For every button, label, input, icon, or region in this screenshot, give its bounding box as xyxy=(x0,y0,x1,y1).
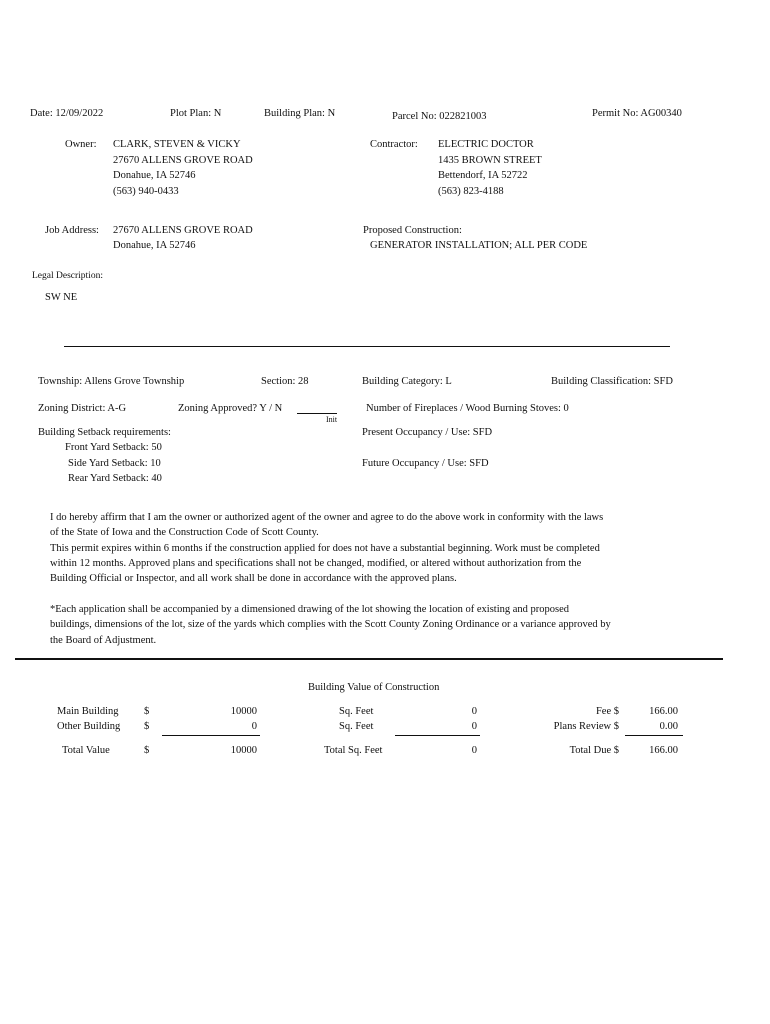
sqft-label: Sq. Feet xyxy=(339,706,374,717)
legal-description-label: Legal Description: xyxy=(32,271,103,281)
other-building-value: 0 xyxy=(251,721,257,732)
rear-yard-setback: Rear Yard Setback: 40 xyxy=(68,473,162,484)
permit-number: Permit No: AG00340 xyxy=(592,108,682,119)
currency-symbol: $ xyxy=(144,745,150,756)
fee-amount: 166.00 xyxy=(649,706,678,717)
plans-review-label: Plans Review $ xyxy=(553,721,619,732)
requirement-line: buildings, dimensions of the lot, size of the yards which complies with the Scott County Zoning Ordinance or a variance approved by xyxy=(50,619,611,631)
affirmation-line: within 12 months. Approved plans and specifications shall not be changed, modified, or altered without authorization from the xyxy=(50,557,582,569)
affirmation-line: This permit expires within 6 months if the construction applied for does not have a substantial beginning. Work must be completed xyxy=(50,542,600,554)
main-building-label: Main Building xyxy=(57,706,119,717)
contractor-name: ELECTRIC DOCTOR xyxy=(438,139,534,150)
section: Section: 28 xyxy=(261,376,309,387)
total-sqft-label: Total Sq. Feet xyxy=(324,745,383,756)
fee-label: Fee $ xyxy=(595,706,619,717)
present-occupancy: Present Occupancy / Use: SFD xyxy=(362,427,493,438)
future-occupancy: Future Occupancy / Use: SFD xyxy=(362,458,489,469)
job-address-street: 27670 ALLENS GROVE ROAD xyxy=(113,225,253,236)
affirmation-paragraph xyxy=(50,510,670,586)
main-sqft: 0 xyxy=(471,706,477,717)
owner-name: CLARK, STEVEN & VICKY xyxy=(113,139,241,150)
currency-symbol: $ xyxy=(144,706,150,717)
contractor-street: 1435 BROWN STREET xyxy=(438,155,542,166)
proposed-construction-label: Proposed Construction: xyxy=(363,225,462,236)
owner-phone: (563) 940-0433 xyxy=(113,186,179,197)
plot-plan: Plot Plan: N xyxy=(170,108,222,119)
building-classification: Building Classification: SFD xyxy=(551,376,673,387)
owner-label: Owner: xyxy=(65,139,97,150)
building-category: Building Category: L xyxy=(362,376,452,387)
valuation-title: Building Value of Construction xyxy=(308,682,440,693)
currency-symbol: $ xyxy=(144,721,150,732)
divider-line xyxy=(64,346,670,347)
permit-date: Date: 12/09/2022 xyxy=(30,108,104,119)
affirmation-line: of the State of Iowa and the Construction Code of Scott County. xyxy=(50,527,319,539)
other-building-label: Other Building xyxy=(57,721,121,732)
contractor-label: Contractor: xyxy=(370,139,418,150)
zoning-approved: Zoning Approved? Y / N xyxy=(178,403,283,414)
affirmation-line: Building Official or Inspector, and all work shall be done in accordance with the approved plans. xyxy=(50,573,457,585)
requirement-line: the Board of Adjustment. xyxy=(50,634,157,646)
total-due-amount: 166.00 xyxy=(649,745,678,756)
building-plan: Building Plan: N xyxy=(264,108,336,119)
side-yard-setback: Side Yard Setback: 10 xyxy=(68,458,161,469)
proposed-construction-value: GENERATOR INSTALLATION; ALL PER CODE xyxy=(370,240,588,251)
total-value-label: Total Value xyxy=(62,745,110,756)
total-due-label: Total Due $ xyxy=(569,745,619,756)
main-building-value: 10000 xyxy=(230,706,257,717)
section-divider xyxy=(15,658,723,660)
contractor-city: Bettendorf, IA 52722 xyxy=(438,170,528,181)
job-address-city: Donahue, IA 52746 xyxy=(113,240,196,251)
init-label: Init xyxy=(326,415,338,424)
owner-street: 27670 ALLENS GROVE ROAD xyxy=(113,155,253,166)
value-subtotal-line xyxy=(162,735,260,736)
total-sqft: 0 xyxy=(471,745,477,756)
front-yard-setback: Front Yard Setback: 50 xyxy=(65,442,162,453)
total-value: 10000 xyxy=(230,745,257,756)
plans-review-amount: 0.00 xyxy=(659,721,678,732)
zoning-district: Zoning District: A-G xyxy=(38,403,127,414)
job-address-label: Job Address: xyxy=(45,225,99,236)
owner-city: Donahue, IA 52746 xyxy=(113,170,196,181)
sqft-label: Sq. Feet xyxy=(339,721,374,732)
legal-description-value: SW NE xyxy=(45,292,78,303)
contractor-phone: (563) 823-4188 xyxy=(438,186,504,197)
township: Township: Allens Grove Township xyxy=(38,376,185,387)
requirement-line: *Each application shall be accompanied by a dimensioned drawing of the lot showing the location of existing and proposed xyxy=(50,604,570,615)
affirmation-line: I do hereby affirm that I am the owner or authorized agent of the owner and agree to do the above work in conformity with the laws xyxy=(50,512,604,523)
sqft-subtotal-line xyxy=(395,735,480,736)
other-sqft: 0 xyxy=(471,721,477,732)
setback-header: Building Setback requirements: xyxy=(38,427,171,438)
fee-subtotal-line xyxy=(625,735,683,736)
fireplaces-count: Number of Fireplaces / Wood Burning Stoves: 0 xyxy=(366,403,569,414)
parcel-number: Parcel No: 022821003 xyxy=(392,111,487,122)
requirement-paragraph xyxy=(50,602,670,648)
